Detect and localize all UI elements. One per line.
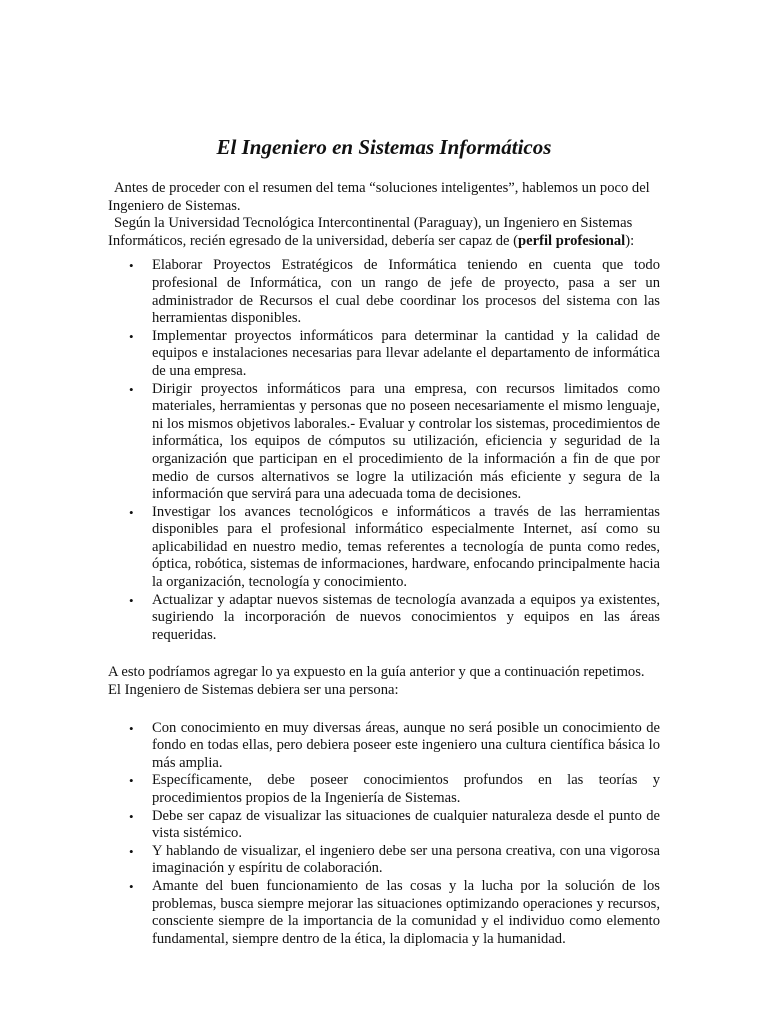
profile-intro-bold: perfil profesional <box>518 232 626 249</box>
list-item-text: Específicamente, debe poseer conocimientos profundos en las teorías y procedimientos propios de la Ingeniería de Sistemas. <box>152 772 660 806</box>
list-item-text: Debe ser capaz de visualizar las situaciones de cualquier naturaleza desde el punto de vista sistémico. <box>152 807 660 842</box>
list-item-text: Amante del buen funcionamiento de las cosas y la lucha por la solución de los problemas, busca siempre mejorar las situaciones optimizando operaciones y recursos, consciente siempre de la importancia de la comunidad y el individuo como elemento fundamental, siempre dentro de la ética, la diplomacia y la humanidad. <box>152 877 660 947</box>
bullet-icon: • <box>129 328 134 344</box>
intro-paragraph: Antes de proceder con el resumen del tema “soluciones inteligentes”, hablemos un poco del Ingeniero de Sistemas. <box>108 180 650 214</box>
bullet-icon: • <box>129 381 134 397</box>
bullet-icon: • <box>129 720 134 736</box>
list-item-text: Elaborar Proyectos Estratégicos de Informática teniendo en cuenta que todo profesional de Informática, con un rango de jefe de proyecto, pasa a ser un administrador de Recursos el cual debe coordinar los procesos del sistema con las herramientas disponibles. <box>152 257 660 327</box>
list-item-text: Dirigir proyectos informáticos para una empresa, con recursos limitados como materiales, herramientas y personas que no poseen necesariamente el mismo lenguaje, ni los mismos objetivos laborales.- Evaluar y controlar los sistemas, procedimientos de informática, los equipos de cómputos su utilización, eficiencia y seguridad de la organización que participan en el procedimiento de la información a fin de que por medio de cursos alternativos se logre la utilización más eficiente y segura de la información que servirá para una adecuada toma de decisiones. <box>152 380 660 503</box>
list-item <box>108 328 660 381</box>
document-page <box>108 132 660 948</box>
bullet-icon: • <box>129 592 134 608</box>
bullet-icon: • <box>129 504 134 520</box>
profile-intro-text: Según la Universidad Tecnológica Intercontinental (Paraguay), un Ingeniero en Sistemas Informáticos, recién egresado de la universidad, debería ser capaz de ( <box>108 215 633 249</box>
list-item-text: Investigar los avances tecnológicos e informáticos a través de las herramientas disponibles para el profesional informático especialmente Internet, así como su aplicabilidad en nuestro medio, temas referentes a tecnología de punta como redes, óptica, robótica, sistemas de informaciones, hardware, enfocando principalmente hacia la organización, tecnología y conocimiento. <box>152 503 660 591</box>
spacer <box>108 644 660 664</box>
list-item <box>108 504 660 592</box>
list-item-text: Con conocimiento en muy diversas áreas, aunque no será posible un conocimiento de fondo en todas ellas, pero debiera poseer este ingeniero una cultura científica básica lo más amplia. <box>152 719 660 771</box>
profile-list <box>108 257 660 644</box>
list-item <box>108 592 660 645</box>
list-item <box>108 808 660 843</box>
document-title: El Ingeniero en Sistemas Informáticos <box>216 135 552 159</box>
profile-intro-suffix: ): <box>625 232 635 249</box>
list-item-text: Actualizar y adaptar nuevos sistemas de tecnología avanzada a equipos ya existentes, sugiriendo la incorporación de nuevos conocimientos y equipos en las áreas requeridas. <box>152 591 660 643</box>
list-item <box>108 257 660 327</box>
list-item-text: Implementar proyectos informáticos para determinar la cantidad y la calidad de equipos e instalaciones necesarias para llevar adelante el departamento de informática de una empresa. <box>152 327 660 379</box>
list-item <box>108 878 660 948</box>
list-item <box>108 381 660 504</box>
list-item <box>108 772 660 807</box>
list-item <box>108 843 660 878</box>
middle-paragraph: A esto podríamos agregar lo ya expuesto en la guía anterior y que a continuación repetimos. El Ingeniero de Sistemas debiera ser una persona: <box>108 664 645 699</box>
list-item-text: Y hablando de visualizar, el ingeniero debe ser una persona creativa, con una vigorosa imaginación y espíritu de colaboración. <box>152 842 660 877</box>
bullet-icon: • <box>129 878 134 894</box>
bullet-icon: • <box>129 808 134 824</box>
profile-intro-paragraph <box>108 215 660 250</box>
bullet-icon: • <box>129 258 134 274</box>
person-list <box>108 720 660 949</box>
bullet-icon: • <box>129 773 134 789</box>
spacer <box>108 700 660 720</box>
bullet-icon: • <box>129 843 134 859</box>
list-item <box>108 720 660 773</box>
